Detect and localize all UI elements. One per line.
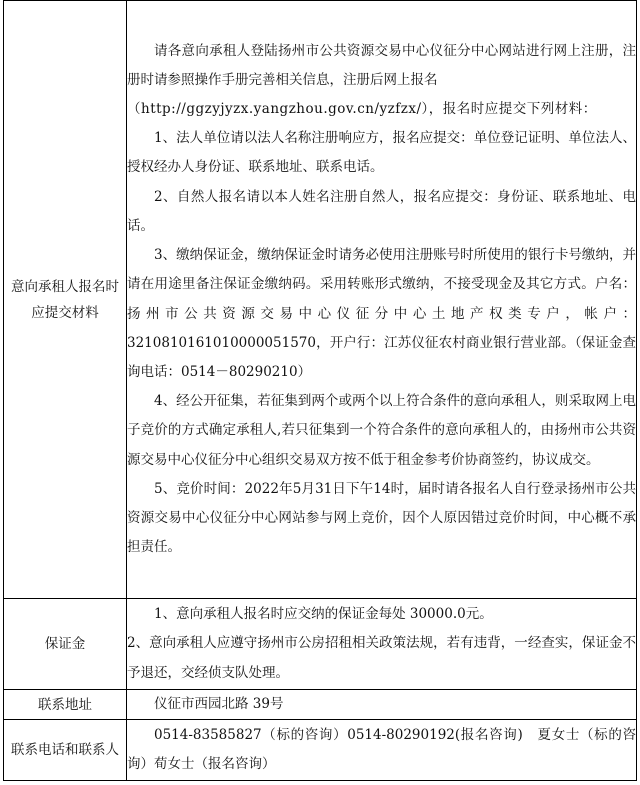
deposit-label: 保证金 xyxy=(4,599,127,690)
materials-label-line2: 应提交材料 xyxy=(31,304,99,321)
address-label: 联系地址 xyxy=(4,690,127,720)
info-table xyxy=(3,0,637,781)
table-row-contact xyxy=(4,720,637,781)
table-row-deposit xyxy=(4,599,637,690)
contact-value: 0514-83585827（标的咨询）0514-80290192(报名咨询) 夏女士（标的咨询）荀女士（报名咨询） xyxy=(127,727,636,773)
table-row-address xyxy=(4,690,637,720)
materials-url-line: （http://ggzyjyzx.yangzhou.gov.cn/yzfzx/），报名时应提交下列材料： xyxy=(127,101,597,118)
deposit-item-2: 2、意向承租人应遵守扬州市公房招租相关政策法规，若有违背，一经查实，保证金不予退还，交经侦支队处理。 xyxy=(127,635,636,681)
contact-label: 联系电话和联系人 xyxy=(4,720,127,781)
contact-content xyxy=(127,720,637,781)
address-value: 仪征市西园北路 39号 xyxy=(154,696,284,712)
materials-content xyxy=(127,1,637,599)
address-content xyxy=(127,690,637,720)
materials-label xyxy=(4,1,127,599)
materials-label-line1: 意向承租人报名时 xyxy=(11,278,119,295)
deposit-item-1: 1、意向承租人报名时应交纳的保证金每处 30000.0元。 xyxy=(154,606,493,623)
materials-item-1: 1、法人单位请以法人名称注册响应方，报名应提交：单位登记证明、单位法人、授权经办人身份证、联系地址、联系电话。 xyxy=(127,130,636,176)
materials-item-5: 5、竞价时间：2022年5月31日下午14时，届时请各报名人自行登录扬州市公共资源交易中心仪征分中心网站参与网上竞价，因个人原因错过竞价时间，中心概不承担责任。 xyxy=(127,480,636,556)
materials-intro: 请各意向承租人登陆扬州市公共资源交易中心仪征分中心网站进行网上注册，注册时请参照操作手册完善相关信息，注册后网上报名 xyxy=(127,42,636,88)
deposit-content xyxy=(127,599,637,690)
table-row-materials xyxy=(4,1,637,599)
materials-item-2: 2、自然人报名请以本人姓名注册自然人，报名应提交：身份证、联系地址、电话。 xyxy=(127,188,636,234)
materials-item-4: 4、经公开征集，若征集到两个或两个以上符合条件的意向承租人，则采取网上电子竞价的方式确定承租人,若只征集到一个符合条件的意向承租人的，由扬州市公共资源交易中心仪征分中心组织交易双方按不低于租金参考价协商签约，协议成交。 xyxy=(127,393,636,468)
materials-item-3: 3、缴纳保证金，缴纳保证金时请务必使用注册账号时所使用的银行卡号缴纳，并请在用途里备注保证金缴纳码。采用转账形式缴纳，不接受现金及其它方式。户名：扬州市公共资源交易中心仪征分中心土地产权类专户，帐户：3210810161010000051570，开户行：江苏仪征农村商业银行营业部。（保证金查询电话：0514－80290210） xyxy=(127,247,636,380)
